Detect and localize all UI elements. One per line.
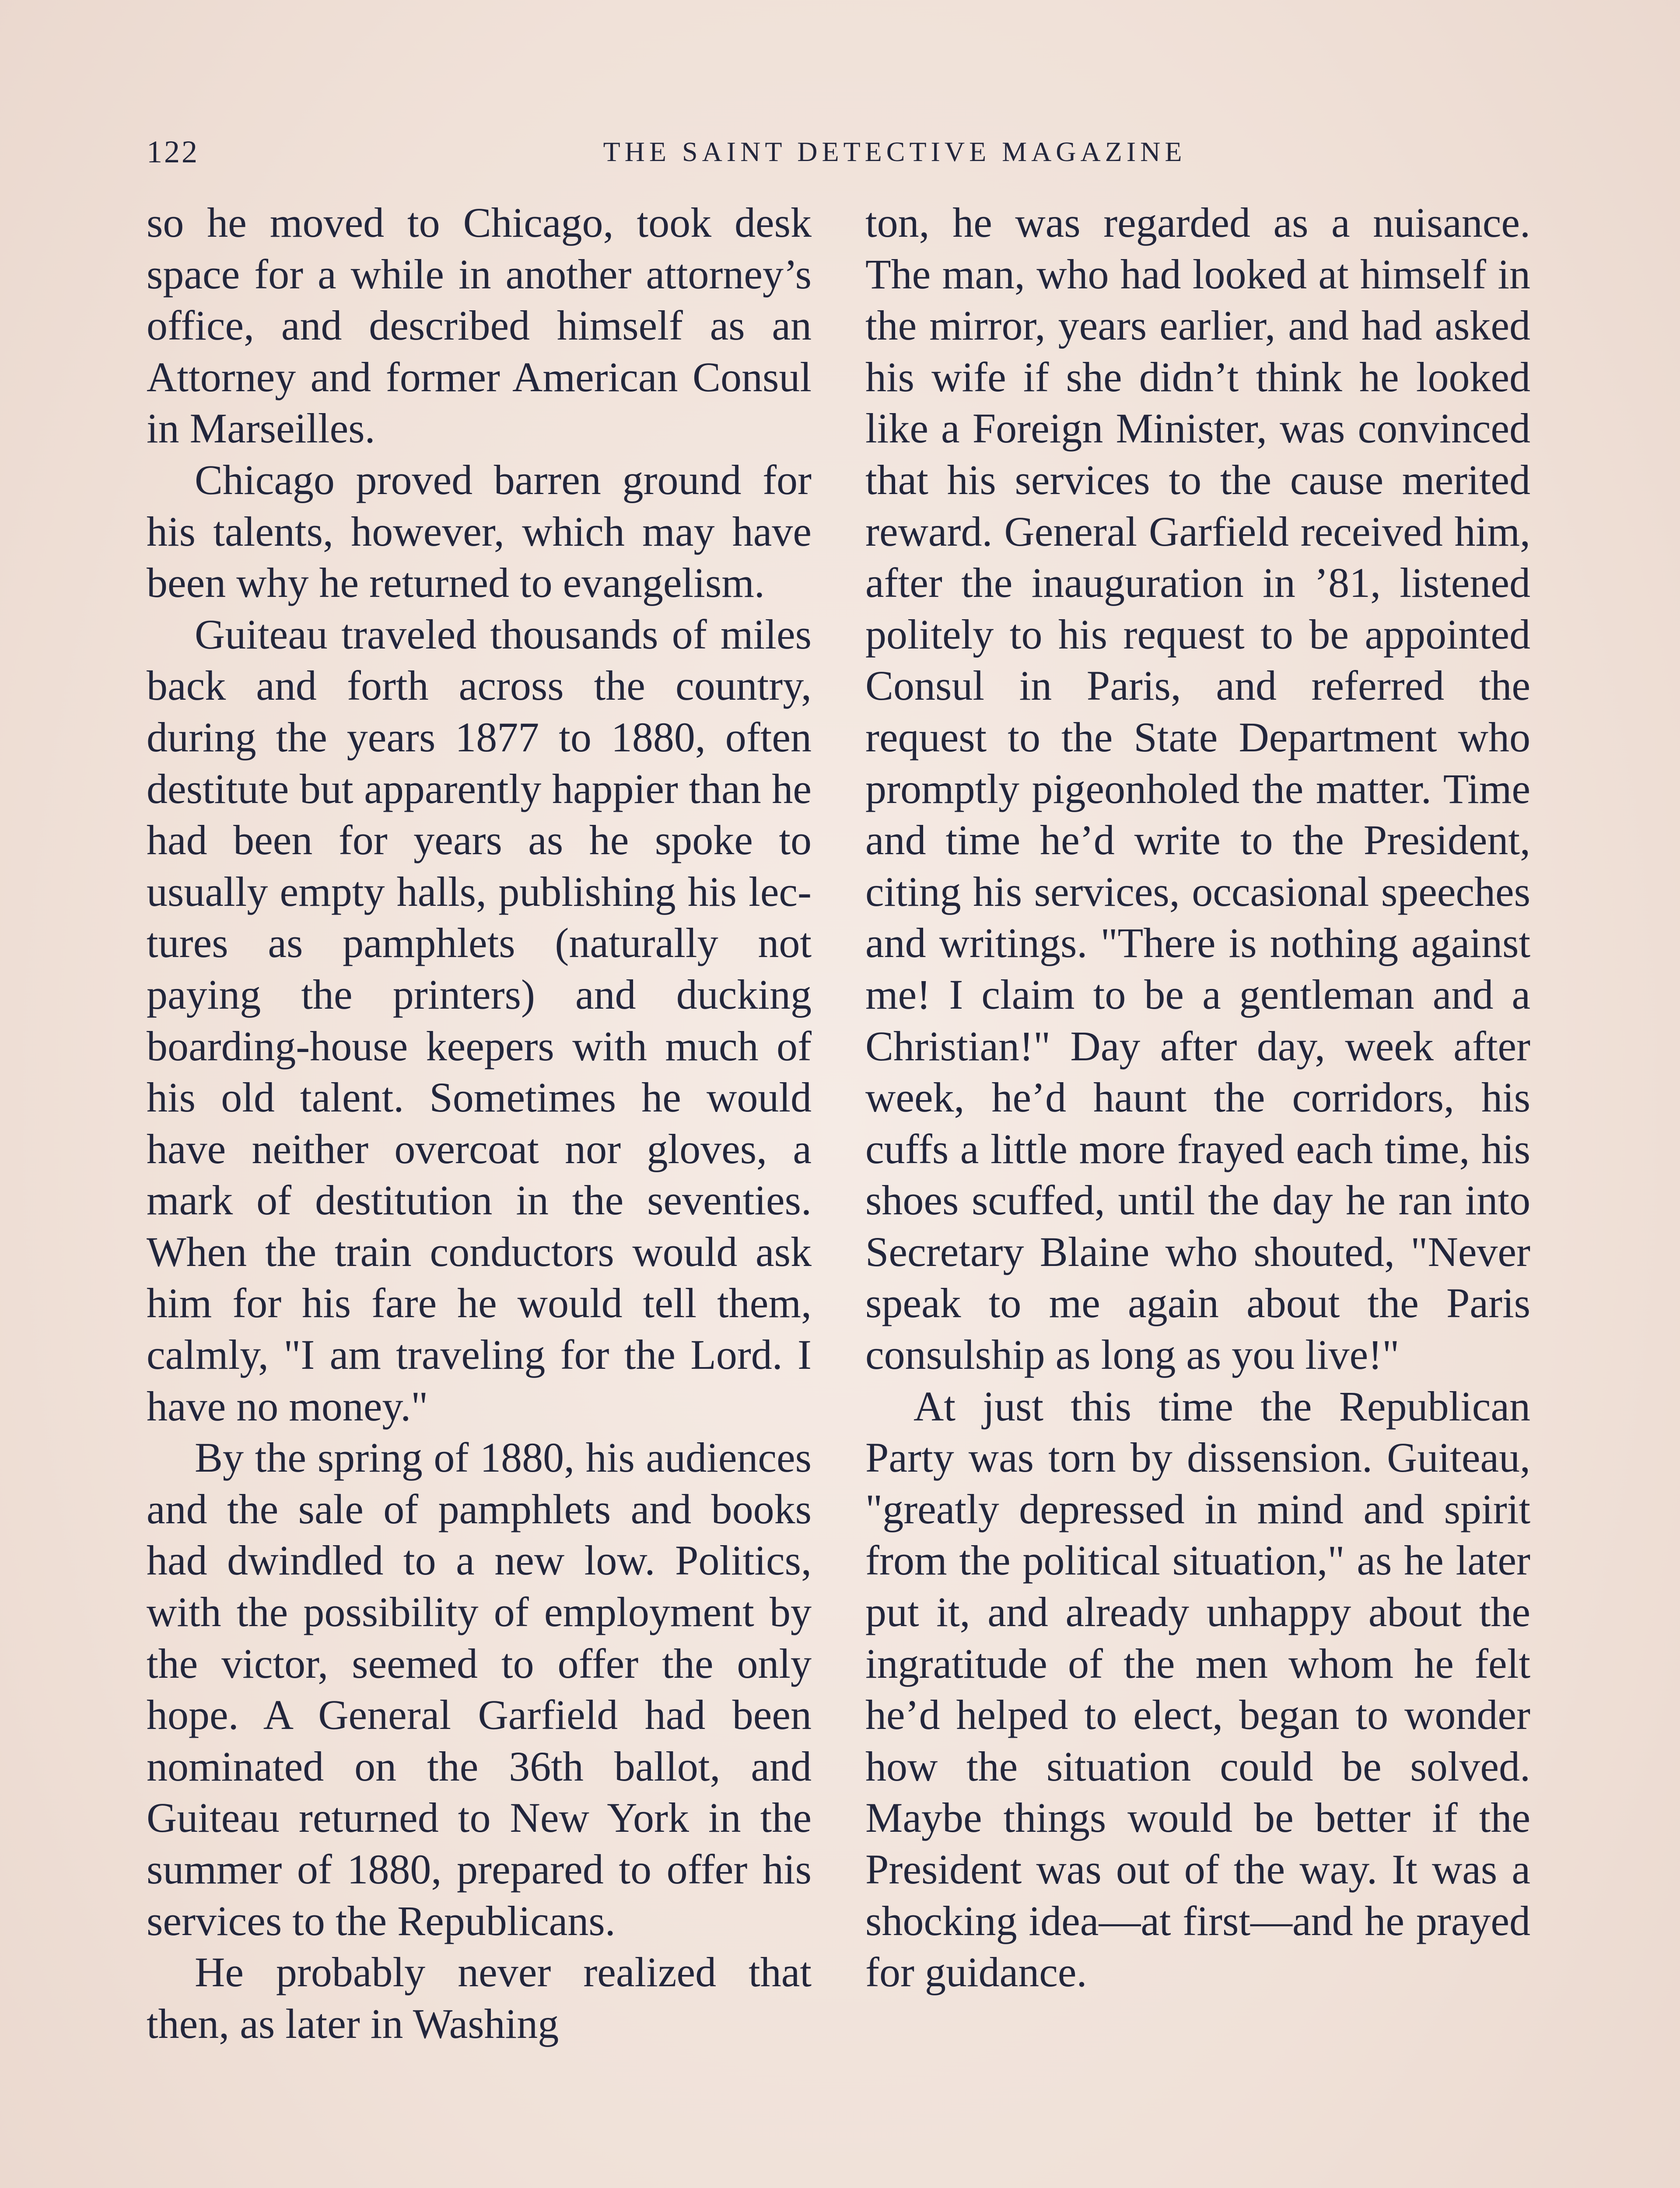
paragraph: By the spring of 1880, his audiences and the sale of pamphlets and books had dwindled to a new low. Politics, with the possibility of employment by the victor, seemed to offer the only hope. A General Garfield had been nominated on the 36th ballot, and Guiteau returned to New York in the summer of 1880, prepared to offer his services to the Republicans. <box>147 1434 812 1944</box>
paragraph: Guiteau traveled thousands of miles back and forth across the country, during the years 1877 to 1880, often destitute but apparently happier than he had been for years as he spoke to usually empty halls, publishing his lectures as pamphlets (naturally not paying the printers) and ducking boarding-house keepers with much of his old talent. Sometimes he would have neither overcoat nor gloves, a mark of destitution in the seventies. When the train conductors would ask him for his fare he would tell them, calmly, "I am traveling for the Lord. I have no money." <box>147 610 812 1430</box>
paragraph: At just this time the Republican Party was torn by dissension. Guiteau, "greatly depressed in mind and spirit from the political situation," as he later put it, and already unhappy about the ingratitude of the men whom he felt he’d helped to elect, began to wonder how the situation could be solved. Maybe things would be better if the President was out of the way. It was a shocking idea—at first—and he prayed for guidance. <box>865 1382 1530 1996</box>
left-text-column <box>147 197 812 2049</box>
right-text-column <box>865 197 1530 1998</box>
paragraph: so he moved to Chicago, took desk space for a while in another attorney’s office, and described himself as an Attorney and former American Consul in Marseilles. <box>147 199 812 452</box>
magazine-title: THE SAINT DETECTIVE MAGAZINE <box>603 136 1186 167</box>
paragraph: Chicago proved barren ground for his talents, however, which may have been why he returned to evangelism. <box>147 456 812 607</box>
paragraph: He probably never realized that then, as later in Washing <box>147 1949 812 2047</box>
running-head <box>147 128 1533 176</box>
page-number: 122 <box>147 134 199 169</box>
paragraph: ton, he was regarded as a nuisance. The man, who had looked at himself in the mirror, years earlier, and had asked his wife if she didn’t think he looked like a Foreign Minister, was convinced that his services to the cause merited reward. General Garfield received him, after the inauguration in ’81, listened politely to his request to be appointed Consul in Paris, and referred the request to the State Department who promptly pigeonholed the matter. Time and time he’d write to the President, citing his services, occasional speeches and writings. "There is nothing against me! I claim to be a gentleman and a Christian!" Day after day, week after week, he’d haunt the corridors, his cuffs a little more frayed each time, his shoes scuffed, until the day he ran into Secretary Blaine who shouted, "Never speak to me again about the Paris consulship as long as you live!" <box>865 199 1530 1378</box>
